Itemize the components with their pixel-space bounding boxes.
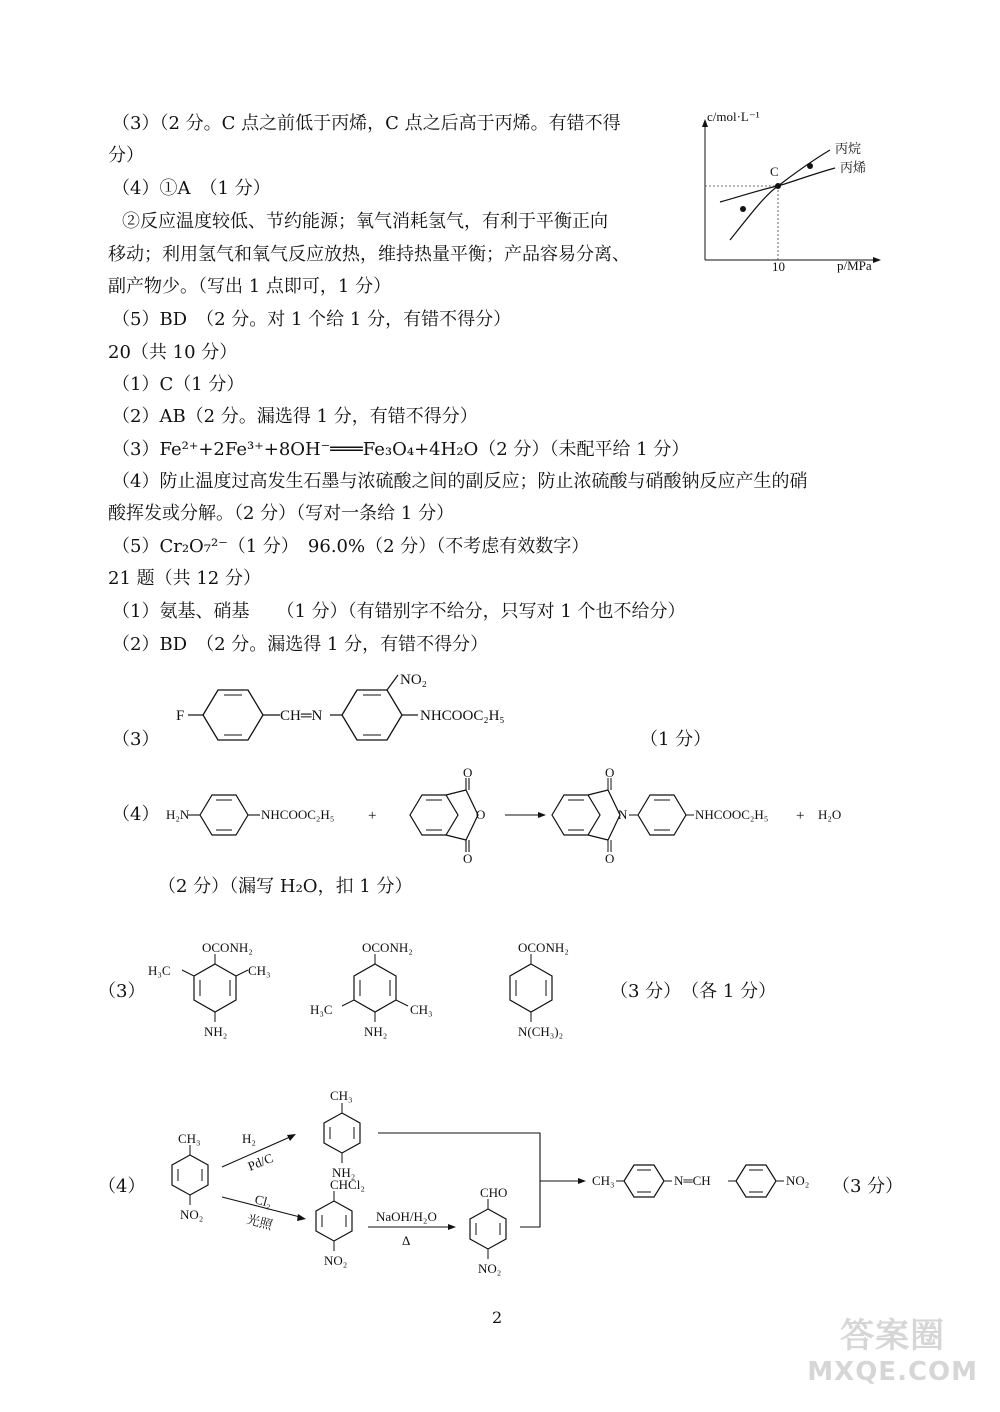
product-o-top: O: [605, 765, 615, 780]
x-axis-arrow: [873, 257, 881, 263]
iso3-ocoNH2: OCONH₂: [518, 940, 569, 955]
q21-3b-score: （3 分） （各 1 分）: [610, 981, 777, 1002]
q20-5-ion: Cr₂O₇²⁻: [159, 536, 228, 557]
legend-propene: 丙烯: [840, 160, 867, 175]
q20-5-score: （1 分） 96.0%（2 分）（不考虑有效数字）: [227, 536, 590, 557]
q20-4-line2: 酸挥发或分解。（2 分）（写对一条给 1 分）: [108, 503, 455, 524]
nitro-group: NO₂: [400, 672, 427, 688]
iso2-h3c: H₃C: [310, 1002, 333, 1017]
q19-5: （5）BD （2 分。对 1 个给 1 分，有错不得分）: [112, 309, 512, 330]
dichloro-no2: NO₂: [324, 1253, 348, 1268]
product-o-bottom: O: [605, 851, 615, 866]
x-axis-label: p/MPa: [837, 258, 872, 273]
q20-5-label: （5）: [112, 536, 160, 557]
iso3-nme2: N(CH₃)₂: [518, 1024, 564, 1039]
anhydride-o-ring: O: [476, 807, 486, 822]
iso1-ch3: CH₃: [248, 963, 271, 978]
product-carbamate: NHCOOC₂H₅: [695, 807, 769, 822]
water: H₂O: [818, 807, 842, 822]
q20-3: [112, 438, 689, 462]
q19-4-line1: （4）①A （1 分）: [112, 178, 271, 199]
q21-4-score: （2 分）（漏写 H₂O，扣 1 分）: [158, 876, 413, 897]
reagent-heat: Δ: [402, 1233, 411, 1248]
reactant-carbamate: NHCOOC₂H₅: [261, 807, 335, 822]
synthesis-route: [150, 1085, 830, 1285]
dichloro-ring: [316, 1201, 352, 1241]
q20-4-line1: （4）防止温度过高发生石墨与浓硫酸之间的副反应；防止浓硫酸与硝酸钠反应产生的硝: [112, 471, 808, 492]
isomer-structures: [140, 930, 610, 1045]
iso1-h3c: H₃C: [148, 963, 171, 978]
q21-4-label: （4）: [112, 804, 160, 825]
q20-3-label: （3）: [112, 439, 160, 460]
product-ch3: CH₃: [592, 1173, 615, 1188]
reagent-cl2: Cl₂: [253, 1191, 274, 1211]
q21-1: （1）氨基、硝基 （1 分）（有错别字不给分，只写对 1 个也不给分）: [112, 601, 686, 622]
product-imine: N═CH: [674, 1173, 711, 1188]
reagent-h2: H₂: [242, 1131, 256, 1146]
y-axis-label: c/mol·L⁻¹: [707, 109, 760, 124]
q21-4b-label: （4）: [98, 1176, 146, 1197]
aldehyde-cho: CHO: [480, 1185, 508, 1200]
watermark-line2: MXQE.COM: [807, 1357, 978, 1387]
product-aryl-ring: [638, 795, 686, 835]
x-tick-10: 10: [772, 259, 785, 274]
product-n: N: [618, 807, 628, 822]
reagent-naoh: NaOH/H₂O: [376, 1209, 437, 1224]
amine-nh2: NH₂: [332, 1165, 356, 1180]
q19-4-line2: ②反应温度较低、节约能源；氧气消耗氢气，有利于平衡正向: [122, 211, 608, 232]
anhydride-benzene: [410, 795, 458, 835]
structure-schiff-base: [170, 670, 550, 760]
reagent-pdc: Pd/C: [245, 1150, 276, 1174]
q21-3-score: （1 分）: [640, 729, 712, 750]
anhydride-o-top: O: [463, 765, 473, 780]
q20-2: （2）AB（2 分。漏选得 1 分，有错不得分）: [112, 406, 478, 427]
q21-4b-score: （3 分）: [832, 1176, 904, 1197]
start-ch3: CH₃: [178, 1131, 201, 1146]
start-ring: [172, 1155, 208, 1195]
plus-1: +: [368, 808, 377, 824]
point-right: [807, 163, 813, 169]
q20-heading: 20（共 10 分）: [108, 342, 238, 363]
q20-3-score: （2 分）（未配平给 1 分）: [478, 439, 690, 460]
q19-3-line1: （3）（2 分。C 点之前低于丙烯，C 点之后高于丙烯。有错不得: [112, 113, 621, 134]
point-c-label: C: [770, 164, 779, 179]
aldehyde-no2: NO₂: [478, 1261, 502, 1276]
iso2-ch3: CH₃: [410, 1002, 433, 1017]
q21-3b-label: （3）: [98, 981, 146, 1002]
q19-4-line3: 移动；利用氢气和氧气反应放热，维持热量平衡；产品容易分离、: [108, 244, 630, 265]
iso2-ocoNH2: OCONH₂: [362, 940, 413, 955]
point-c: [775, 183, 781, 189]
q20-3-equation: Fe²⁺+2Fe³⁺+8OH⁻═══Fe₃O₄+4H₂O: [159, 439, 479, 460]
legend-propane: 丙烷: [835, 141, 862, 156]
carbamate-group: NHCOOC₂H₅: [420, 708, 505, 724]
ring-b: [342, 690, 402, 740]
dichloro-chcl2: CHCl₂: [330, 1177, 365, 1192]
reaction-phthalimide: [160, 765, 860, 866]
q20-5: [112, 535, 589, 559]
iso2-nh2: NH₂: [364, 1024, 388, 1039]
q19-3-line2: 分）: [108, 145, 144, 166]
anhydride-o-bottom: O: [463, 851, 473, 866]
watermark-logo: [807, 1318, 978, 1390]
amine-ch3: CH₃: [330, 1088, 353, 1103]
imine-link: CH═N: [280, 708, 323, 724]
q20-1: （1）C（1 分）: [112, 374, 245, 395]
product-benzene: [552, 795, 600, 835]
q21-3-label: （3）: [112, 729, 160, 750]
pressure-concentration-chart: [690, 105, 890, 275]
iso1-ocoNH2: OCONH₂: [202, 940, 253, 955]
amine-ring: [324, 1113, 360, 1153]
amine-group: H₂N: [166, 807, 190, 822]
q21-heading: 21 题（共 12 分）: [108, 568, 261, 589]
product-no2: NO₂: [786, 1173, 810, 1188]
start-no2: NO₂: [180, 1207, 204, 1222]
q19-4-line4: 副产物少。（写出 1 点即可，1 分）: [108, 276, 392, 297]
point-left: [740, 206, 746, 212]
reagent-light: 光照: [245, 1211, 275, 1233]
atom-f: F: [176, 708, 185, 724]
page-number: 2: [492, 1308, 503, 1327]
q21-2: （2）BD （2 分。漏选得 1 分，有错不得分）: [112, 634, 489, 655]
plus-2: +: [796, 808, 805, 824]
watermark-line1: 答案圈: [840, 1316, 946, 1356]
iso1-nh2: NH₂: [204, 1024, 228, 1039]
reactant-ring: [200, 795, 248, 835]
aldehyde-ring: [470, 1209, 506, 1249]
ring-a: [203, 690, 263, 740]
